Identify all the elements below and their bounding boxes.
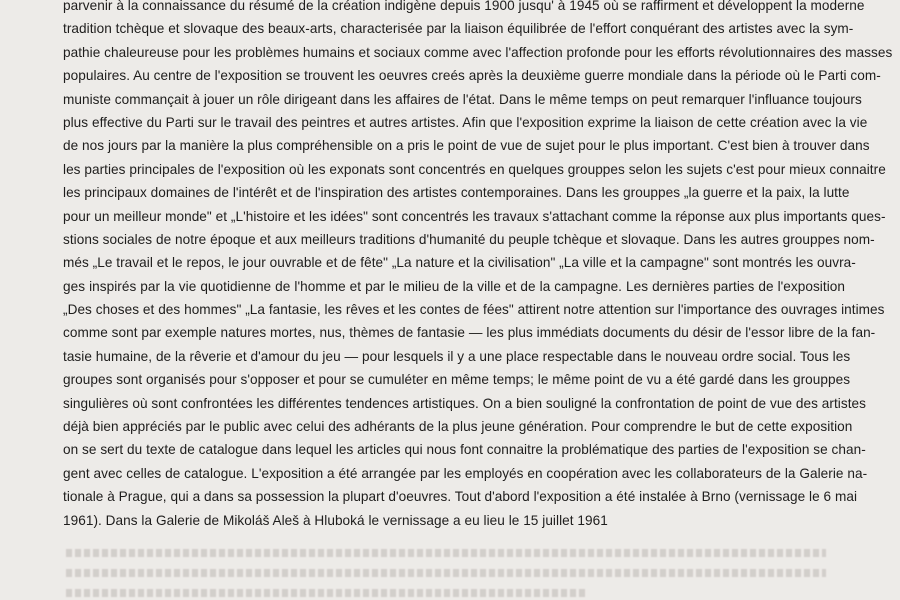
text-line: on se sert du texte de catalogue dans lequel les articles qui nous font connaitre la problématique des parties de l'exposition se chan-	[63, 442, 866, 458]
text-line: stions sociales de notre époque et aux meilleurs traditions d'humanité du peuple tchèque et slovaque. Dans les autres grouppes nom-	[63, 231, 875, 247]
text-line: pour un meilleur monde" et „L'histoire et les idées" sont concentrés les travaux s'attachant comme la réponse aux plus importants ques-	[63, 208, 886, 224]
text-line: les principaux domaines de l'intérêt et de l'inspiration des artistes contemporaines. Dans les grouppes „la guerre et la paix, la lutte	[63, 185, 850, 201]
text-line: ges inspirés par la vie quotidienne de l'homme et par le milieu de la ville et de la campagne. Les dernières parties de l'exposition	[63, 278, 845, 294]
show-through-text	[66, 589, 586, 597]
body-text	[63, 0, 893, 532]
text-line: les parties principales de l'exposition où les exponats sont concentrés en quelques grouppes selon les sujets c'est pour mieux connaitre	[63, 161, 886, 177]
text-line: tradition tchèque et slovaque des beaux-arts, characterisée par la liaison équilibrée de l'effort conquérant des artistes avec la sym-	[63, 21, 854, 37]
text-line: comme sont par exemple natures mortes, nus, thèmes de fantasie — les plus immédiats documents du désir de l'essor libre de la fan-	[63, 325, 876, 341]
text-line: tasie humaine, de la rêverie et d'amour du jeu — pour lesquels il y a une place respectable dans le nouveau ordre social. Tous les	[63, 348, 851, 364]
text-line: muniste commançait à jouer un rôle dirigeant dans les affaires de l'état. Dans le même temps on peut remarquer l'influance toujours	[63, 91, 862, 107]
text-line: „Des choses et des hommes" „La fantasie, les rêves et les contes de fées" attirent notre attention sur l'importance des ouvrages intimes	[63, 302, 885, 318]
text-line: 1961). Dans la Galerie de Mikoláš Aleš à Hluboká le vernissage a eu lieu le 15 juillet 1961	[63, 512, 608, 528]
text-line: de nos jours par la manière la plus compréhensible on a pris le point de vue de sujet pour le plus important. C'est bien à trouver dans	[63, 138, 870, 154]
show-through-text	[66, 569, 826, 577]
text-line: tionale à Prague, qui a dans sa possession la plupart d'oeuvres. Tout d'abord l'exposition a été instalée à Brno (vernissage le 6 mai	[63, 489, 858, 505]
text-line: groupes sont organisés pour s'opposer et pour se cumuléter en même temps; le même point de vu a été gardé dans les grouppes	[63, 372, 851, 388]
text-line: pathie chaleureuse pour les problèmes humains et sociaux comme avec l'affection profonde pour les efforts révolutionnaires des masses	[63, 44, 893, 60]
text-line: plus effective du Parti sur le travail des peintres et autres artistes. Afin que l'exposition exprime la liaison de cette création avec la vie	[63, 114, 868, 130]
show-through-text	[66, 549, 826, 557]
text-line: populaires. Au centre de l'exposition se trouvent les oeuvres creés après la deuxième guerre mondiale dans la période où le Parti com-	[63, 68, 881, 84]
text-line: parvenir à la connaissance du résumé de la création indigène depuis 1900 jusqu' à 1945 où se raffirment et développent la moderne	[63, 0, 865, 13]
text-line: singulières où sont confrontées les différentes tendences artistiques. On a bien souligné la confrontation de point de vue des artistes	[63, 395, 866, 411]
text-line: déjà bien appréciés par le public avec celui des adhérants de la plus jeune génération. Pour comprendre le but de cette exposition	[63, 419, 853, 435]
text-line: gent avec celles de catalogue. L'exposition a été arrangée par les employés en coopération avec les collaborateurs de la Galerie na-	[63, 465, 868, 481]
text-line: més „Le travail et le repos, le jour ouvrable et de fête" „La nature et la civilisation" „La ville et la campagne" sont montrés les ouvra-	[63, 255, 856, 271]
